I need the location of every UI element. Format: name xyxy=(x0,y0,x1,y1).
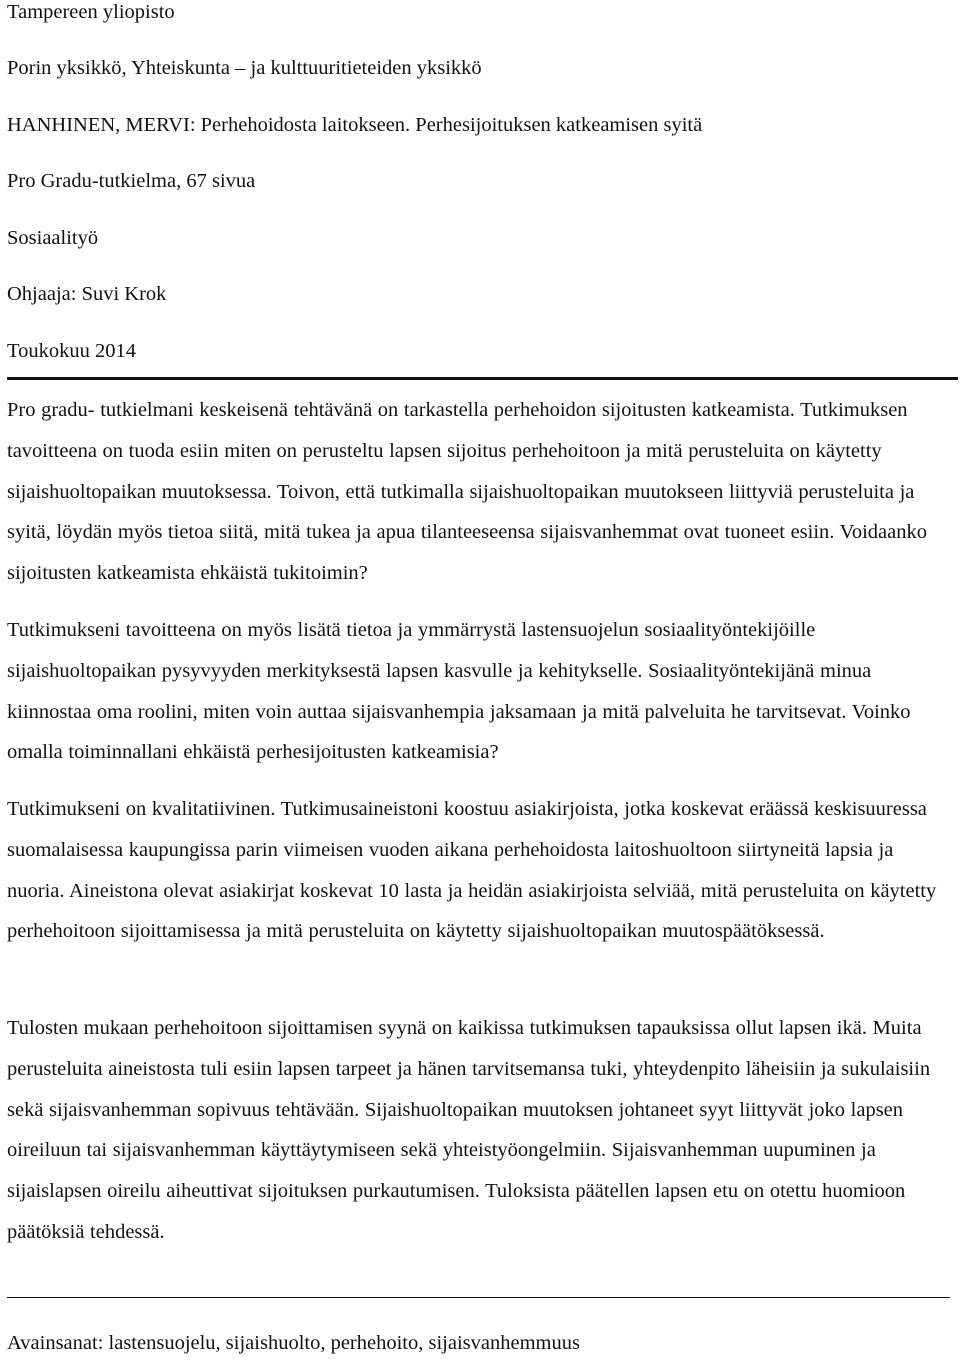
thesis-info: Pro Gradu-tutkielma, 67 sivua xyxy=(7,170,256,192)
keywords: Avainsanat: lastensuojelu, sijaishuolto, perhehoito, sijaisvanhemmuus xyxy=(7,1332,580,1354)
keywords-divider xyxy=(7,1297,950,1298)
abstract-paragraph-1 xyxy=(7,390,952,594)
abstract-text: Tutkimukseni on kvalitatiivinen. Tutkimusaineistoni koostuu asiakirjoista, jotka koskevat eräässä keskisuuressa suomalaisessa kaupungissa parin viimeisen vuoden aikana perhehoidosta laitoshuoltoon siirtyneitä lapsia ja nuoria. Aineistona olevat asiakirjat koskevat 10 lasta ja heidän asiakirjoista selviää, mitä perusteluita on käytetty perhehoitoon sijoittamisessa ja mitä perusteluita on käytetty sijaishuoltopaikan muutospäätöksessä. xyxy=(7,798,937,943)
abstract-paragraph-2 xyxy=(7,610,952,773)
subject: Sosiaalityö xyxy=(7,227,99,249)
supervisor: Ohjaaja: Suvi Krok xyxy=(7,283,167,305)
abstract-paragraph-3 xyxy=(7,789,952,952)
university-name: Tampereen yliopisto xyxy=(7,1,175,23)
date: Toukokuu 2014 xyxy=(7,340,136,362)
abstract-text: Pro gradu- tutkielmani keskeisenä tehtävänä on tarkastella perhehoidon sijoitusten katkeamista. Tutkimuksen tavoitteena on tuoda esiin miten on perusteltu lapsen sijoitus perhehoitoon ja mitä perusteluita on käytetty sijaishuoltopaikan muutoksessa. Toivon, että tutkimalla sijaishuoltopaikan muutokseen liittyviä perusteluita ja syitä, löydän myös tietoa siitä, mitä tukea ja apua tilanteeseensa sijaisvanhemmat ovat tuoneet esiin. Voidaanko sijoitusten katkeamista ehkäistä tukitoimin? xyxy=(7,399,927,585)
abstract-text: Tutkimukseni tavoitteena on myös lisätä tietoa ja ymmärrystä lastensuojelun sosiaalityöntekijöille sijaishuoltopaikan pysyvyyden merkityksestä lapsen kasvulle ja kehitykselle. Sosiaalityöntekijänä minua kiinnostaa oma roolini, miten voin auttaa sijaisvanhempia jaksamaan ja mitä palveluita he tarvitsevat. Voinko omalla toiminnallani ehkäistä perhesijoitusten katkeamisia? xyxy=(7,619,911,764)
faculty-unit: Porin yksikkö, Yhteiskunta – ja kulttuuritieteiden yksikkö xyxy=(7,57,482,79)
header-divider xyxy=(7,377,958,380)
abstract-paragraph-4 xyxy=(7,1008,952,1253)
author-and-title: HANHINEN, MERVI: Perhehoidosta laitokseen. Perhesijoituksen katkeamisen syitä xyxy=(7,114,703,136)
abstract-text: Tulosten mukaan perhehoitoon sijoittamisen syynä on kaikissa tutkimuksen tapauksissa ollut lapsen ikä. Muita perusteluita aineistosta tuli esiin lapsen tarpeet ja hänen tarvitsemansa tuki, yhteydenpito läheisiin ja sukulaisiin sekä sijaisvanhemman sopivuus tehtävään. Sijaishuoltopaikan muutoksen johtaneet syyt liittyvät joko lapsen oireiluun tai sijaisvanhemman käyttäytymiseen sekä yhteistyöongelmiin. Sijaisvanhemman uupuminen ja sijaislapsen oireilu aiheuttivat sijoituksen purkautumisen. Tuloksista päätellen lapsen etu on otettu huomioon päätöksiä tehdessä. xyxy=(7,1017,931,1243)
